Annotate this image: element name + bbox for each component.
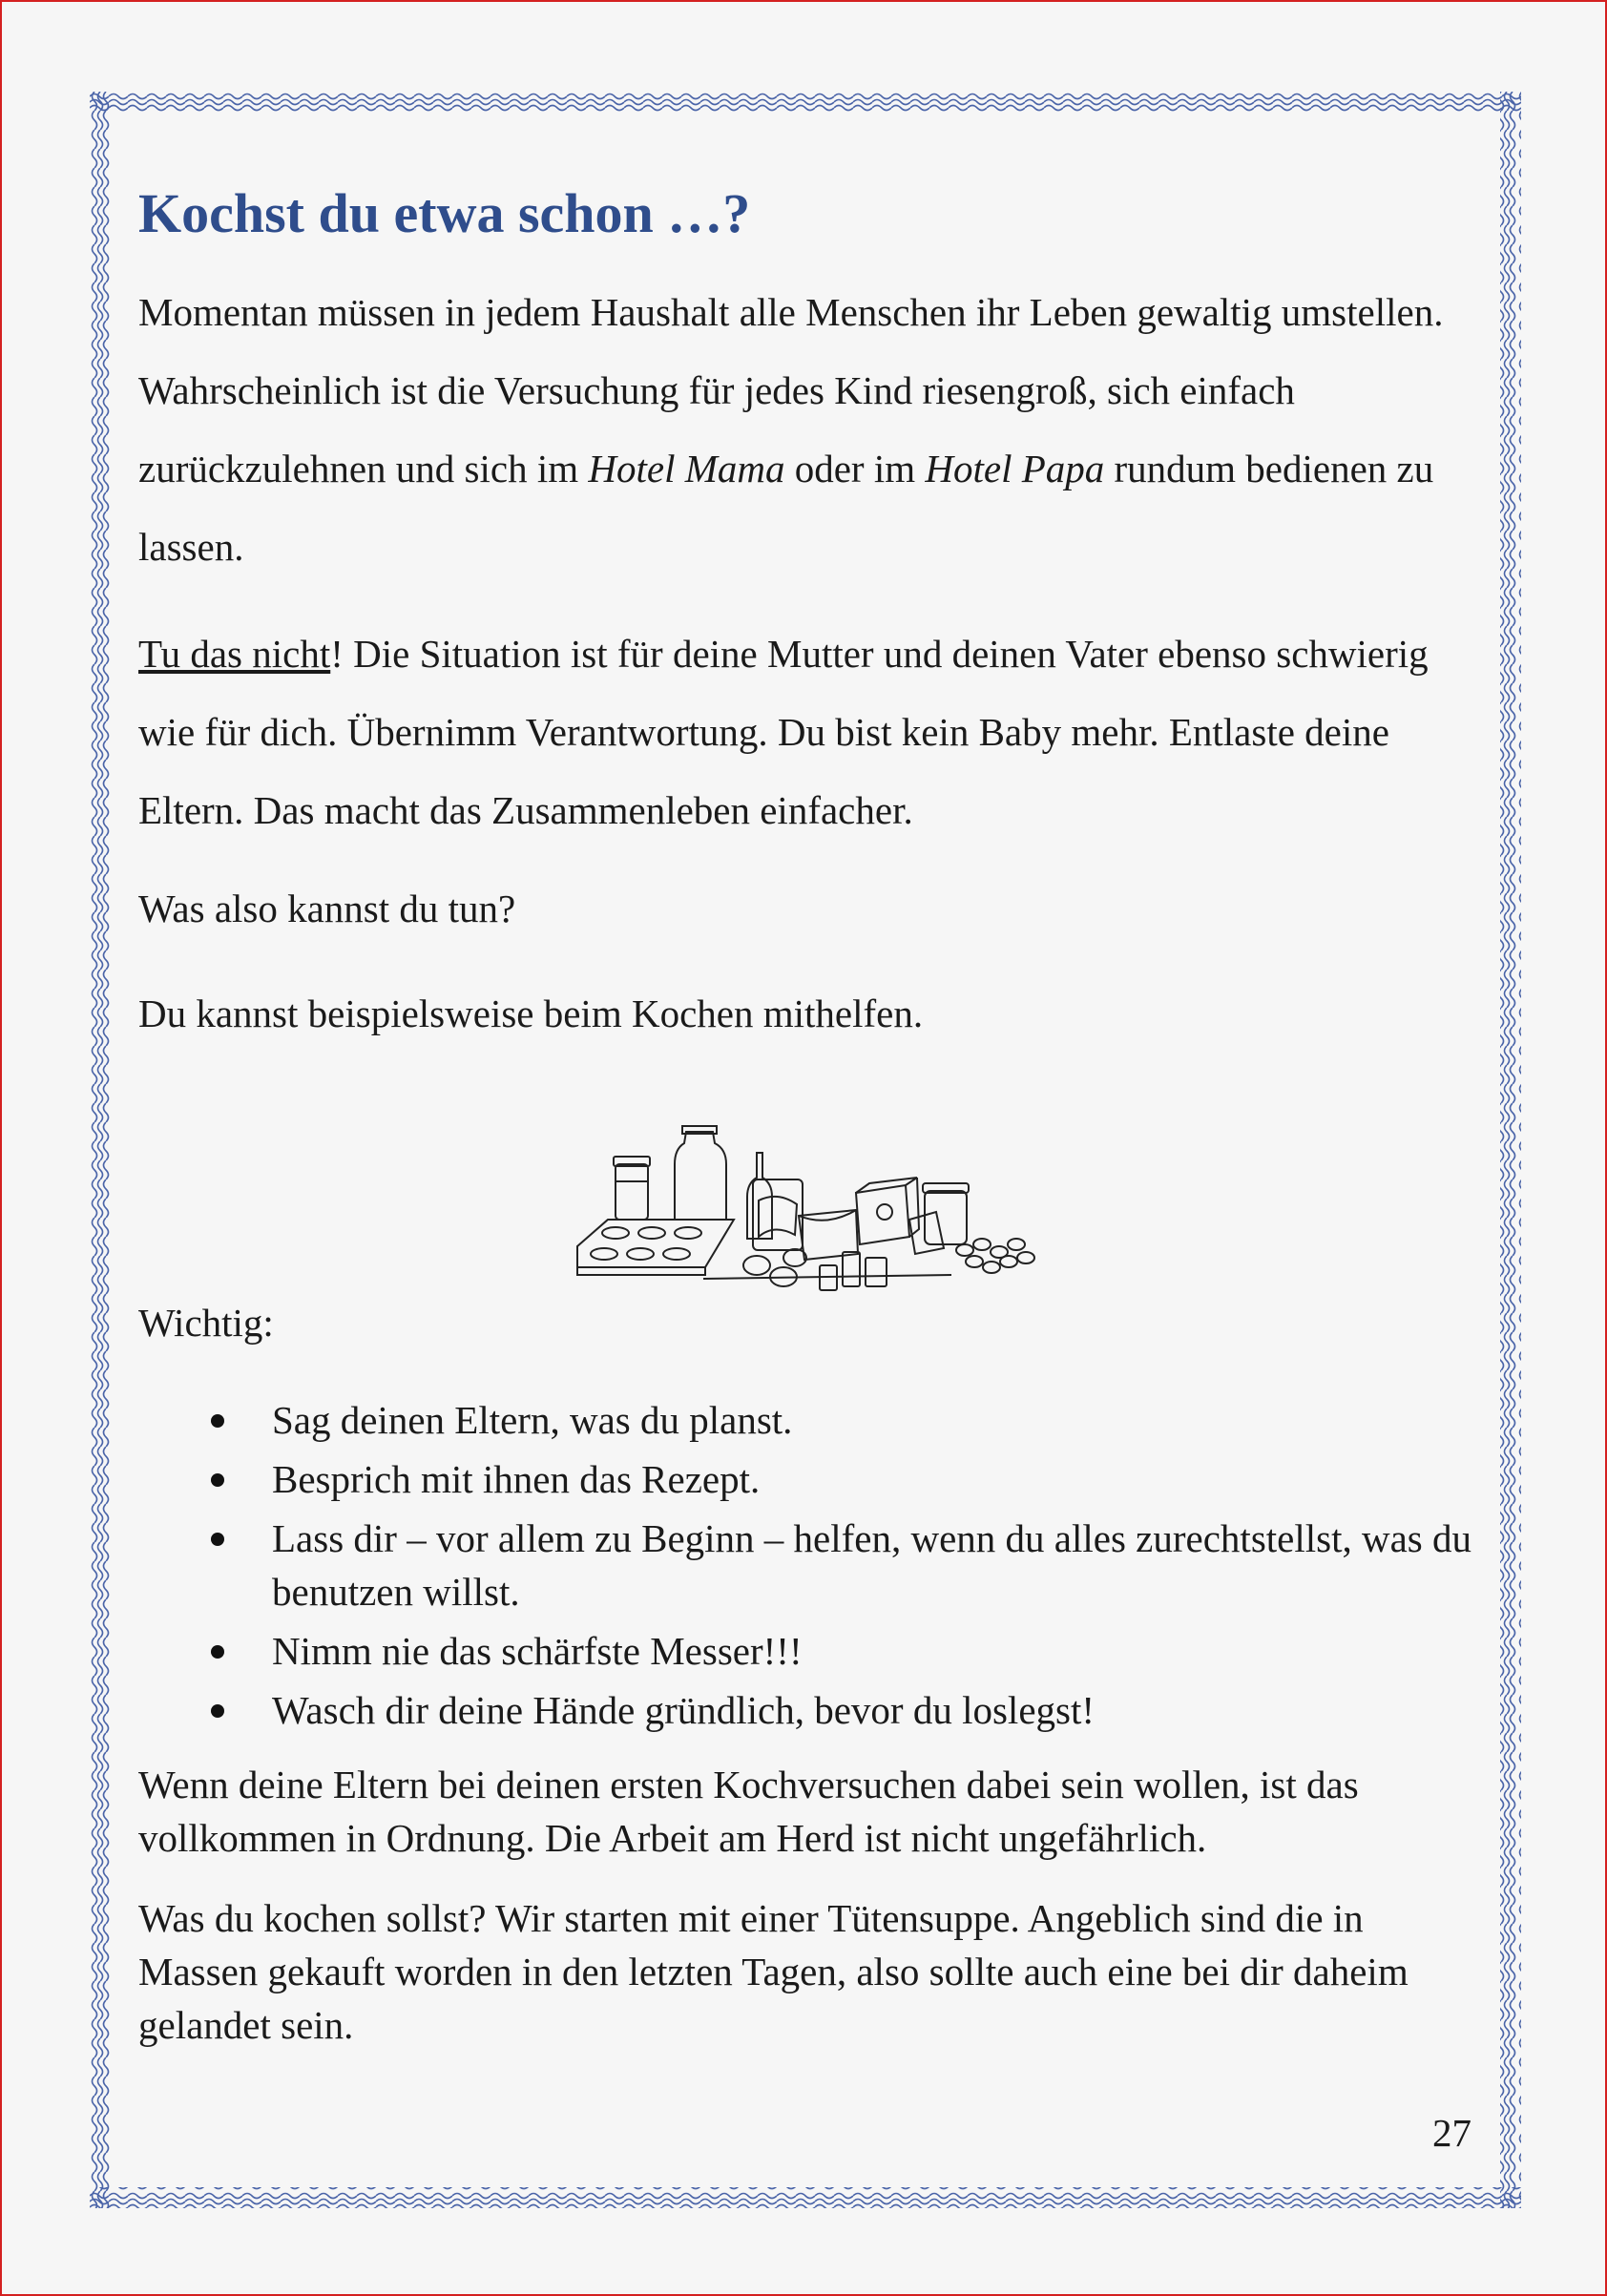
intro-paragraph — [138, 273, 1474, 586]
intro-text-2: oder im — [784, 446, 926, 491]
soup-paragraph: Was du kochen sollst? Wir starten mit einer Tütensuppe. Angeblich sind die in Massen gekauft worden in den letzten Tagen, also sollte auch eine bei dir daheim gelandet sein. — [138, 1895, 1409, 2047]
question-paragraph: Was also kannst du tun? — [138, 886, 516, 930]
page-content — [138, 183, 1474, 2052]
list-item: Sag deinen Eltern, was du planst. — [272, 1393, 1474, 1447]
intro-text-1: Momentan müssen in jedem Haushalt alle Menschen ihr Leben gewaltig umstellen. Wahrscheinlich ist die Versuchung für jedes Kind riesengroß, sich einfach zurückzulehnen und sich im — [138, 289, 1444, 491]
list-item: Nimm nie das schärfste Messer!!! — [272, 1624, 1474, 1678]
intro-text-3: rundum bedienen zu lassen. — [138, 446, 1434, 569]
warning-text: ! Die Situation ist für deine Mutter und deinen Vater ebenso schwierig wie für dich. Übernimm Verantwortung. Du bist kein Baby mehr. Entlaste deine Eltern. Das macht das Zusammenleben einfacher. — [138, 631, 1429, 832]
page-title: Kochst du etwa schon …? — [138, 182, 751, 244]
kitchen-ingredients-illustration — [570, 1124, 1037, 1296]
warning-underlined: Tu das nicht — [138, 631, 331, 676]
list-item: Lass dir – vor allem zu Beginn – helfen, wenn du alles zurechtstellst, was du benutzen willst. — [272, 1512, 1474, 1618]
intro-hotel-papa: Hotel Papa — [925, 446, 1105, 491]
important-label: Wichtig: — [138, 1300, 274, 1345]
list-item: Wasch dir deine Hände gründlich, bevor du loslegst! — [272, 1683, 1474, 1737]
answer-paragraph: Du kannst beispielsweise beim Kochen mithelfen. — [138, 991, 924, 1035]
tips-list — [138, 1393, 1474, 1737]
warning-paragraph — [138, 615, 1474, 849]
parents-paragraph: Wenn deine Eltern bei deinen ersten Kochversuchen dabei sein wollen, ist das vollkommen in Ordnung. Die Arbeit am Herd ist nicht ungefährlich. — [138, 1762, 1359, 1860]
intro-hotel-mama: Hotel Mama — [588, 446, 785, 491]
list-item: Besprich mit ihnen das Rezept. — [272, 1452, 1474, 1506]
page-number: 27 — [1432, 2111, 1471, 2155]
